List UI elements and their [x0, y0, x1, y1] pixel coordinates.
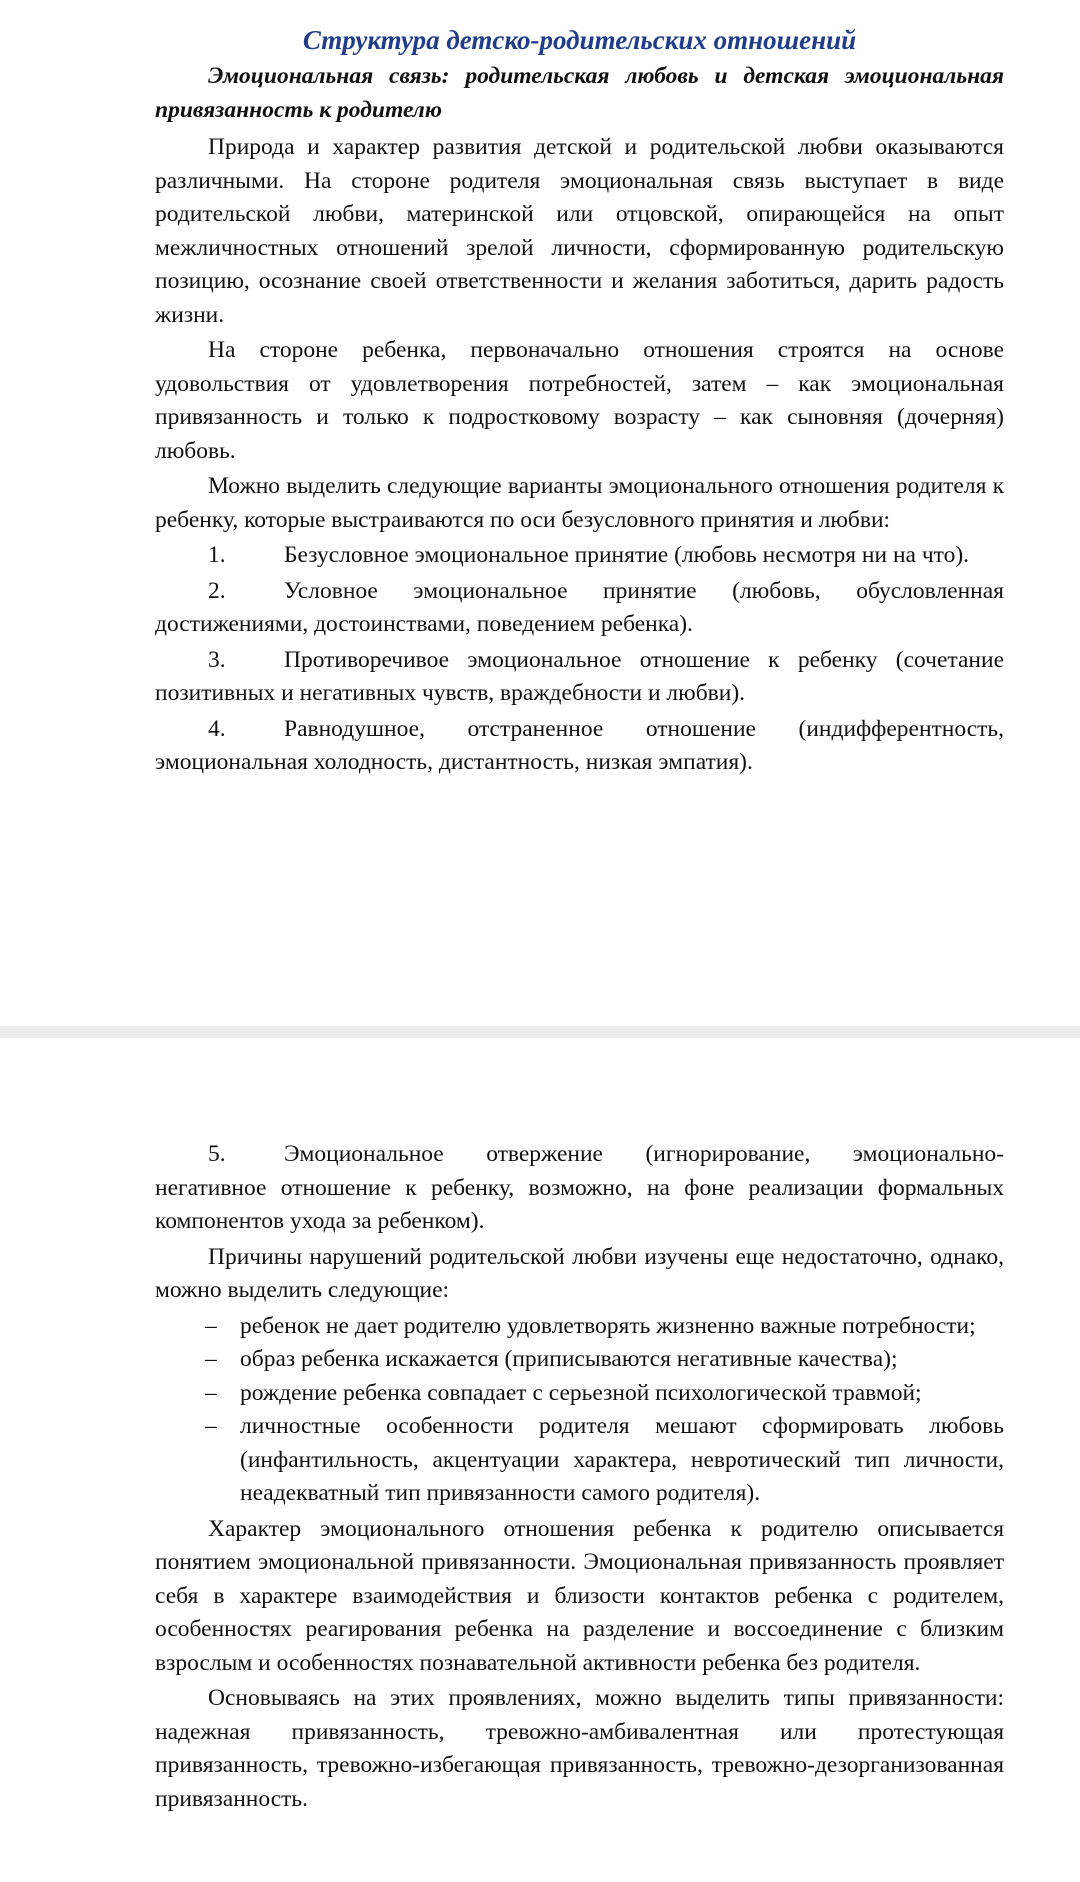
dash-bullet: –	[205, 1312, 217, 1339]
dash-bullet: –	[205, 1346, 217, 1372]
list-item	[155, 1377, 1004, 1411]
dash-list	[155, 1310, 1004, 1511]
item-number: 2.	[208, 577, 226, 604]
numbered-item	[155, 575, 1004, 642]
list-item-text: рождение ребенка совпадает с серьезной психологической травмой;	[240, 1379, 922, 1406]
document-title: Структура детско-родительских отношений	[302, 25, 857, 55]
item-text: Условное эмоциональное принятие (любовь, обусловленная достижениями, достоинствами, поведением ребенка).	[155, 577, 1004, 637]
numbered-item	[155, 713, 1004, 780]
paragraph: Основываясь на этих проявлениях, можно выделить типы привязанности: надежная привязанность, тревожно-амбивалентная или протестующая привязанность, тревожно-избегающая привязанность, тревожно-дезорганизованная привязанность.	[155, 1685, 1004, 1812]
item-text: Противоречивое эмоциональное отношение к ребенку (сочетание позитивных и негативных чувств, враждебности и любви).	[155, 646, 1004, 706]
item-number: 3.	[208, 646, 226, 673]
list-item-text: ребенок не дает родителю удовлетворять жизненно важные потребности;	[240, 1312, 976, 1339]
paragraph: Можно выделить следующие варианты эмоционального отношения родителя к ребенку, которые выстраиваются по оси безусловного принятия и любви:	[155, 473, 1004, 533]
dash-bullet: –	[205, 1379, 217, 1406]
numbered-item	[155, 644, 1004, 711]
page-2-content	[155, 1138, 1004, 1818]
numbered-item	[155, 1138, 1004, 1239]
paragraph: Причины нарушений родительской любви изучены еще недостаточно, однако, можно выделить следующие:	[155, 1243, 1004, 1303]
page-1-content	[155, 20, 1004, 782]
paragraph: Характер эмоционального отношения ребенка к родителю описывается понятием эмоциональной привязанности. Эмоциональная привязанность проявляет себя в характере взаимодействия и близости контактов ребенка с родителем, особенностях реагирования ребенка на разделение и воссоединение с близким взрослым и особенностях познавательной активности ребенка без родителя.	[155, 1515, 1004, 1676]
list-item	[155, 1310, 1004, 1344]
item-number: 1.	[208, 542, 226, 568]
list-item	[155, 1343, 1004, 1377]
section-subtitle: Эмоциональная связь: родительская любовь и детская эмоциональная привязанность к родителю	[155, 63, 1004, 123]
paragraph: Природа и характер развития детской и родительской любви оказываются различными. На стороне родителя эмоциональная связь выступает в виде родительской любви, материнской или отцовской, опирающейся на опыт межличностных отношений зрелой личности, сформированную родительскую позицию, осознание своей ответственности и желания заботиться, дарить радость жизни.	[155, 134, 1004, 328]
item-text: Безусловное эмоциональное принятие (любовь несмотря ни на что).	[284, 542, 970, 568]
item-text: Эмоциональное отвержение (игнорирование, эмоционально-негативное отношение к ребенку, возможно, на фоне реализации формальных компонентов ухода за ребенком).	[155, 1141, 1004, 1234]
list-item	[155, 1410, 1004, 1511]
paragraph: На стороне ребенка, первоначально отношения строятся на основе удовольствия от удовлетворения потребностей, затем – как эмоциональная привязанность и только к подростковому возрасту – как сыновняя (дочерняя) любовь.	[155, 337, 1004, 464]
page-separator	[0, 1026, 1080, 1038]
dash-bullet: –	[205, 1413, 217, 1439]
document-page-2	[0, 1038, 1080, 1882]
list-item-text: личностные особенности родителя мешают сформировать любовь (инфантильность, акцентуации характера, невротический тип личности, неадекватный тип привязанности самого родителя).	[240, 1413, 1004, 1506]
item-number: 4.	[208, 715, 226, 742]
item-text: Равнодушное, отстраненное отношение (индифферентность, эмоциональная холодность, дистантность, низкая эмпатия).	[155, 715, 1004, 775]
numbered-item	[155, 539, 1004, 573]
list-item-text: образ ребенка искажается (приписываются негативные качества);	[240, 1346, 898, 1372]
item-number: 5.	[208, 1141, 226, 1167]
